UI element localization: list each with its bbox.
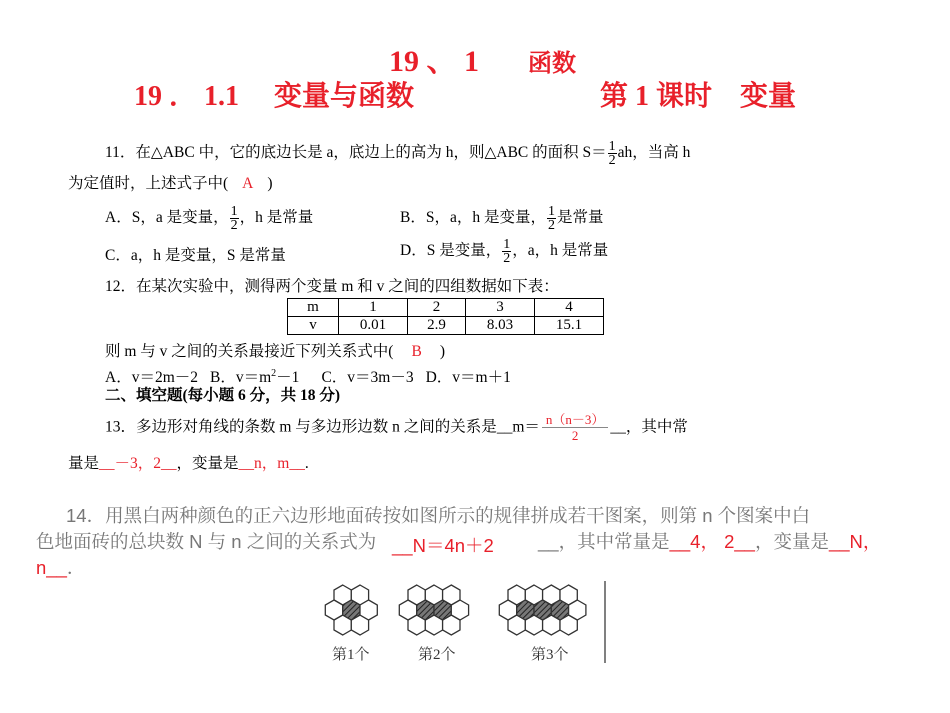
q11-option-b	[400, 205, 603, 232]
q11-option-c: C．a，h 是变量，S 是常量	[105, 247, 286, 264]
option-b-text: B．v＝m	[210, 369, 272, 387]
title-subsection: 19 ． 1.1 变量与函数	[134, 81, 415, 112]
q14-text-2: ，其中常量是	[558, 531, 670, 552]
table-cell: 4	[535, 299, 604, 317]
q14-text: 色地面砖的总块数 N 与 n 之间的关系式为	[36, 531, 377, 552]
option-d-text: D．S 是变量，	[400, 242, 502, 260]
title-section-label: 函数	[528, 51, 576, 77]
q11-stem-text-2: ah，当高 h	[617, 144, 691, 162]
white-tile	[569, 600, 586, 620]
table-row	[288, 317, 604, 335]
q14-constant-answer: __4， 2__	[669, 531, 755, 552]
q12-options	[105, 364, 511, 388]
q13-line1	[105, 412, 688, 452]
q13-variable-answer: __n，m__	[238, 455, 305, 472]
q12-option-c: C．v＝3m－3	[321, 369, 414, 387]
q14-line3	[36, 554, 85, 580]
option-d-text-2: ，a，h 是常量	[512, 242, 609, 260]
white-tile	[325, 600, 342, 620]
fraction-numerator: n（n－3）	[542, 412, 609, 428]
hexagon-tiling-figure	[322, 581, 608, 663]
q14-variable-answer: __N，	[828, 531, 882, 552]
q12-stem: 12．在某次实验中，测得两个变量 m 和 v 之间的四组数据如下表：	[105, 278, 559, 295]
q14-text-4: ．	[66, 557, 86, 578]
black-tile	[534, 600, 551, 620]
section-heading: 二、填空题(每小题 6 分，共 18 分)	[105, 387, 341, 404]
fraction-denominator: 2	[571, 428, 579, 443]
title-section-number: 19 、 1	[389, 45, 479, 78]
q12-option-d: D．v＝m＋1	[425, 369, 511, 387]
fraction-denominator: 2	[503, 251, 511, 266]
figure-label-1: 第1个	[332, 647, 370, 663]
q12-data-table	[287, 298, 604, 335]
white-tile	[451, 600, 468, 620]
q12-answer: B	[411, 343, 422, 360]
table-cell: 3	[466, 299, 535, 317]
q12-option-b	[210, 369, 299, 386]
table-cell: 2	[408, 299, 466, 317]
white-tile	[499, 600, 516, 620]
q13-text-2: ，变量是	[176, 455, 239, 472]
q14-variable-answer-2: n__	[36, 557, 67, 578]
table-cell: 2.9	[408, 317, 466, 335]
superscript: 2	[271, 368, 277, 379]
table-cell: 0.01	[339, 317, 408, 335]
q13-text-3: .	[304, 455, 309, 472]
q13-answer-fraction	[542, 412, 609, 443]
table-cell: m	[288, 299, 339, 317]
q11-stem-line2	[68, 174, 273, 194]
q11-close-paren: )	[267, 175, 273, 192]
q11-stem-text: 11．在△ABC 中，它的底边长是 a，底边上的高为 h，则△ABC 的面积 S＝	[105, 144, 607, 162]
table-cell: 15.1	[535, 317, 604, 335]
q11-stem-text-3: 为定值时，上述式子中(	[68, 175, 229, 192]
black-tile	[517, 600, 534, 620]
q14-line2-rest	[538, 528, 881, 554]
fraction-numerator: 1	[230, 204, 238, 219]
white-tile	[399, 600, 416, 620]
q11-option-d	[400, 238, 608, 265]
q12-ask-text: 则 m 与 v 之间的关系最接近下列关系式中(	[105, 343, 394, 360]
fraction-denominator: 2	[608, 153, 616, 168]
fraction-numerator: 1	[503, 237, 511, 252]
q11-option-a	[105, 205, 313, 232]
figure-label-2: 第2个	[418, 647, 456, 663]
q14-line2	[36, 528, 376, 554]
q11-answer: A	[242, 175, 254, 192]
q13-blank-prefix: __m＝	[496, 418, 540, 436]
fraction-denominator: 2	[547, 218, 555, 233]
q11-stem-line1	[105, 140, 690, 167]
option-b-text-2: 是常量	[556, 209, 604, 227]
q12-ask	[105, 342, 445, 362]
q14-blank-end: __	[538, 531, 559, 552]
black-tile	[417, 600, 434, 620]
fraction-denominator: 2	[230, 218, 238, 233]
q13-stem: 13．多边形对角线的条数 m 与多边形边数 n 之间的关系是	[105, 418, 497, 436]
q13-line2	[68, 454, 309, 474]
q14-text-3: ，变量是	[754, 531, 829, 552]
table-row	[288, 299, 604, 317]
q13-constant-answer: __－3，2__	[99, 455, 177, 472]
option-b-text: B．S，a，h 是变量，	[400, 209, 546, 227]
table-cell: 8.03	[466, 317, 535, 335]
fraction-numerator: 1	[547, 204, 555, 219]
option-a-text-2: ，h 是常量	[239, 209, 314, 227]
q14-formula-answer: __N＝4n＋2	[392, 535, 494, 556]
option-d-fraction	[502, 238, 511, 265]
q14-line1: 14．用黑白两种颜色的正六边形地面砖按如图所示的规律拼成若干图案，则第 n 个图案中白	[66, 505, 811, 526]
table-cell: v	[288, 317, 339, 335]
black-tile	[343, 600, 360, 620]
black-tile	[434, 600, 451, 620]
figure-label-3: 第3个	[531, 647, 569, 663]
title-lesson: 第 1 课时 变量	[600, 81, 797, 112]
q12-close-paren: )	[439, 343, 445, 360]
q13-blank-suffix: __	[610, 418, 626, 436]
q11-fraction	[608, 140, 617, 167]
option-b-text-2: －1	[276, 369, 300, 387]
black-tile	[551, 600, 568, 620]
option-a-text: A．S，a 是变量，	[105, 209, 229, 227]
q13-text: 量是	[68, 455, 100, 472]
table-cell: 1	[339, 299, 408, 317]
option-b-fraction	[547, 205, 556, 232]
q13-after-text: ，其中常	[625, 418, 688, 436]
q12-option-a: A．v＝2m－2	[105, 369, 199, 387]
fraction-numerator: 1	[608, 139, 616, 154]
option-a-fraction	[230, 205, 239, 232]
white-tile	[360, 600, 377, 620]
